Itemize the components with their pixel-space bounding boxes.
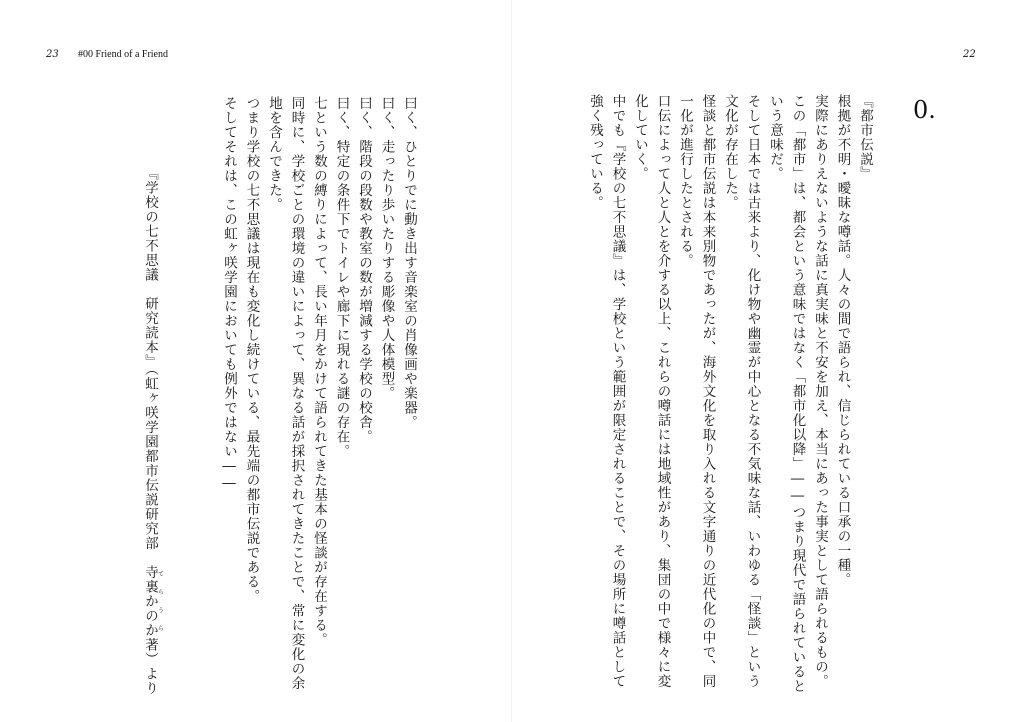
right-page-body xyxy=(585,94,876,694)
running-head: #00 Friend of a Friend xyxy=(78,49,168,60)
body-line: 中でも『学校の七不思議』は、学校という範囲が限定されることで、その場所に噂話として xyxy=(609,94,626,689)
body-line: 一化が進行したとされる。 xyxy=(677,94,693,268)
body-line: 文化が存在した。 xyxy=(722,94,738,210)
body-line: この「都市」は、都会という意味ではなく「都市化以降」――つまり現代で語られていると xyxy=(789,94,806,694)
citation xyxy=(139,166,164,696)
author-name-ruby: てらうら xyxy=(156,565,164,638)
right-page-number: 22 xyxy=(963,49,976,60)
body-line: 地を含んできた。 xyxy=(266,96,282,212)
body-line: 怪談と都市伝説は本来別物であったが、海外文化を取り入れる文字通りの近代化の中で、同 xyxy=(699,94,716,689)
section-number: 0. xyxy=(913,96,936,124)
author-name-text: 寺裏かのか xyxy=(142,565,158,638)
body-line: いう意味だ。 xyxy=(767,94,783,181)
body-line: 『都市伝説』 xyxy=(857,94,873,181)
author-name xyxy=(142,565,164,638)
body-line: 七という数の縛りによって、長い年月をかけて語られてきた基本の怪談が存在する。 xyxy=(311,96,327,647)
body-line: つまり学校の七不思議は現在も変化し続けている、最先端の都市伝説である。 xyxy=(243,96,260,604)
body-line: 曰く、ひとりでに動き出す音楽室の肖像画や楽器。 xyxy=(401,96,417,430)
body-line: 根拠が不明・曖昧な噂話。人々の間で語られ、信じられている口承の一種。 xyxy=(834,94,851,587)
gutter xyxy=(511,0,512,722)
citation-author-prefix: （虹ヶ咲学園都市伝説研究部 xyxy=(142,369,158,566)
citation-suffix: 著）より xyxy=(142,637,158,696)
body-line: そしてそれは、この虹ヶ咲学園においても例外ではない―― xyxy=(221,96,237,493)
body-line: 同時に、学校ごとの環境の違いによって、異なる話が採択されてきたことで、常に変化の余 xyxy=(288,96,305,691)
body-line: 実際にありえないような話に真実味と不安を加え、本当にあった事実として語られるもの。 xyxy=(812,94,828,689)
body-line: 曰く、特定の条件下でトイレや廊下に現れる謎の存在。 xyxy=(333,96,350,459)
body-line: 曰く、走ったり歩いたりする彫像や人体模型。 xyxy=(378,96,395,401)
citation-title: 『学校の七不思議 研究読本』 xyxy=(142,166,158,369)
left-page-number: 23 xyxy=(46,49,59,60)
body-line: 化していく。 xyxy=(632,94,648,181)
body-line: 口伝によって人と人とを介する以上、これらの噂話には地域性があり、集団の中で様々に変 xyxy=(654,94,671,689)
body-line: 強く残っている。 xyxy=(587,94,603,210)
body-line: 曰く、階段の段数や教室の数が増減する学校の校舎。 xyxy=(356,96,372,444)
body-line: そして日本では古来より、化け物や幽霊が中心となる不気味な話、いわゆる「怪談」という xyxy=(744,94,761,689)
left-page-body xyxy=(184,96,420,691)
